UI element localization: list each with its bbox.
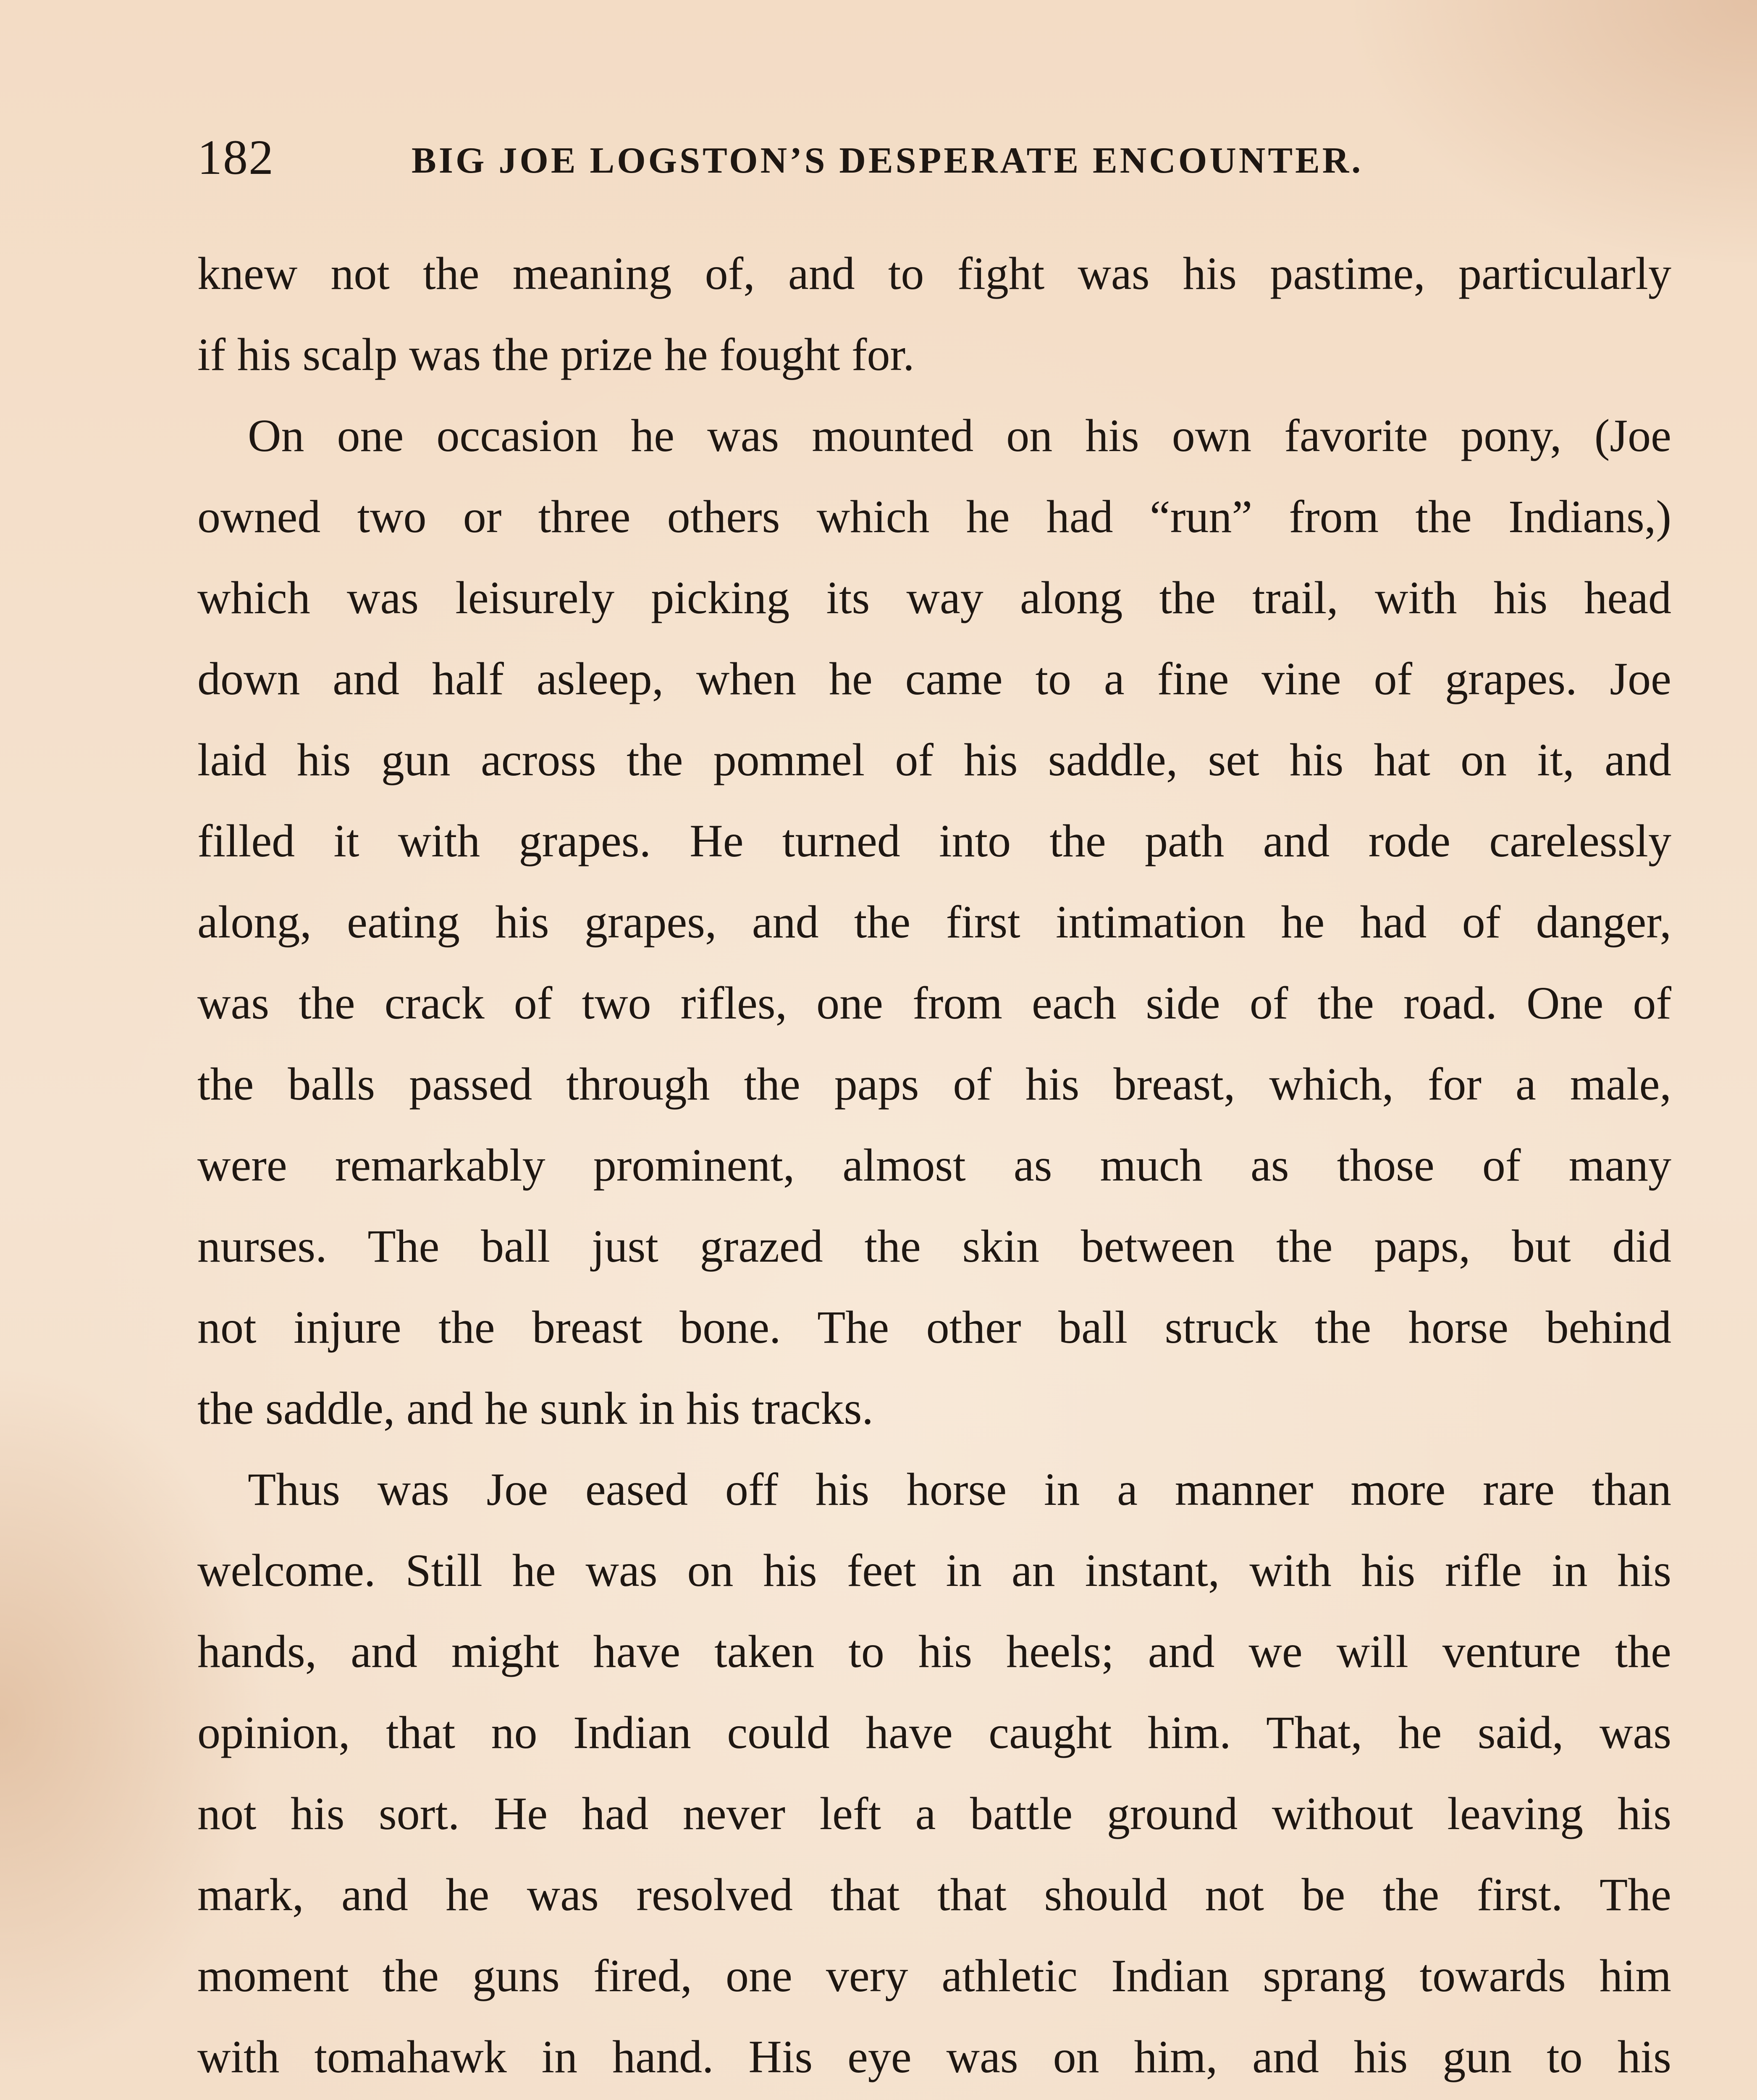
text-line: was the crack of two rifles, one from each side of the road. One of <box>197 977 1671 1029</box>
text-line: not injure the breast bone. The other ball struck the horse behind <box>197 1302 1671 1353</box>
paragraph <box>197 1449 1671 2100</box>
text-line: the saddle, and he sunk in his tracks. <box>197 1383 873 1434</box>
page-number: 182 <box>197 130 274 185</box>
text-line: laid his gun across the pommel of his saddle, set his hat on it, and <box>197 734 1671 785</box>
text-line: which was leisurely picking its way along the trail, with his head <box>197 572 1671 623</box>
text-line: opinion, that no Indian could have caught him. That, he said, was <box>197 1707 1671 1758</box>
text-line: welcome. Still he was on his feet in an instant, with his rifle in his <box>197 1545 1671 1596</box>
text-line: the balls passed through the paps of his breast, which, for a male, <box>197 1058 1671 1110</box>
text-line: nurses. The ball just grazed the skin between the paps, but did <box>197 1221 1671 1272</box>
text-line <box>197 2097 1671 2100</box>
text-line: hands, and might have taken to his heels; and we will venture the <box>197 1626 1671 1677</box>
text-line: On one occasion he was mounted on his own favorite pony, (Joe <box>248 410 1671 461</box>
text-line: owned two or three others which he had “run” from the Indians,) <box>197 491 1671 542</box>
text-line: moment the guns fired, one very athletic Indian sprang towards him <box>197 1950 1671 2001</box>
running-head: BIG JOE LOGSTON’S DESPERATE ENCOUNTER. <box>412 140 1364 181</box>
text-line: if his scalp was the prize he fought for. <box>197 329 915 380</box>
text-line: mark, and he was resolved that that should not be the first. The <box>197 1869 1671 1920</box>
paragraph <box>197 395 1671 1449</box>
page-header <box>197 126 1671 189</box>
text-line: were remarkably prominent, almost as much as those of many <box>197 1139 1671 1191</box>
text-line: with tomahawk in hand. His eye was on him, and his gun to his <box>197 2031 1671 2082</box>
body-text <box>197 233 1671 2100</box>
text-line: along, eating his grapes, and the first intimation he had of danger, <box>197 896 1671 948</box>
text-line: filled it with grapes. He turned into the path and rode carelessly <box>197 815 1671 866</box>
text-line: Thus was Joe eased off his horse in a manner more rare than <box>248 1464 1671 1515</box>
paragraph-continued <box>197 233 1671 395</box>
text-line: not his sort. He had never left a battle ground without leaving his <box>197 1788 1671 1839</box>
text-line: knew not the meaning of, and to fight was his pastime, particularly <box>197 248 1671 299</box>
text-line: down and half asleep, when he came to a fine vine of grapes. Joe <box>197 653 1671 704</box>
